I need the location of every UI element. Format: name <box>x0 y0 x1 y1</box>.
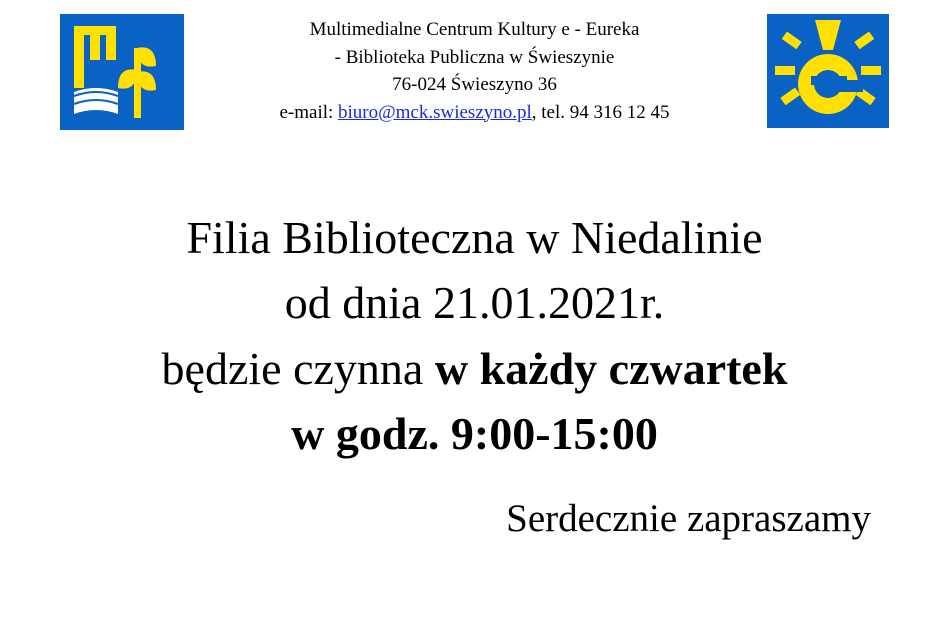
document-header <box>0 0 949 145</box>
org-line-1: Multimedialne Centrum Kultury e - Eureka <box>309 19 640 40</box>
notice-open-text: będzie czynna <box>161 342 435 394</box>
notice-closing: Serdecznie zapraszamy <box>506 497 871 541</box>
organization-details <box>0 16 949 126</box>
notice-line-branch: Filia Biblioteczna w Niedalinie <box>186 212 763 263</box>
notice-line-day <box>0 336 949 401</box>
notice-body <box>0 205 949 466</box>
contact-line <box>0 99 949 127</box>
notice-line-date: od dnia 21.01.2021r. <box>284 277 665 329</box>
notice-line-hours: w godz. 9:00-15:00 <box>291 407 658 459</box>
email-link[interactable]: biuro@mck.swieszyno.pl <box>338 101 532 123</box>
org-line-2: - Biblioteka Publiczna w Świeszynie <box>334 46 615 68</box>
notice-day-emphasis: w każdy czwartek <box>434 342 788 394</box>
email-label: e-mail: <box>279 101 339 123</box>
phone-text: , tel. 94 316 12 45 <box>531 101 670 123</box>
org-address: 76-024 Świeszyno 36 <box>392 74 557 96</box>
